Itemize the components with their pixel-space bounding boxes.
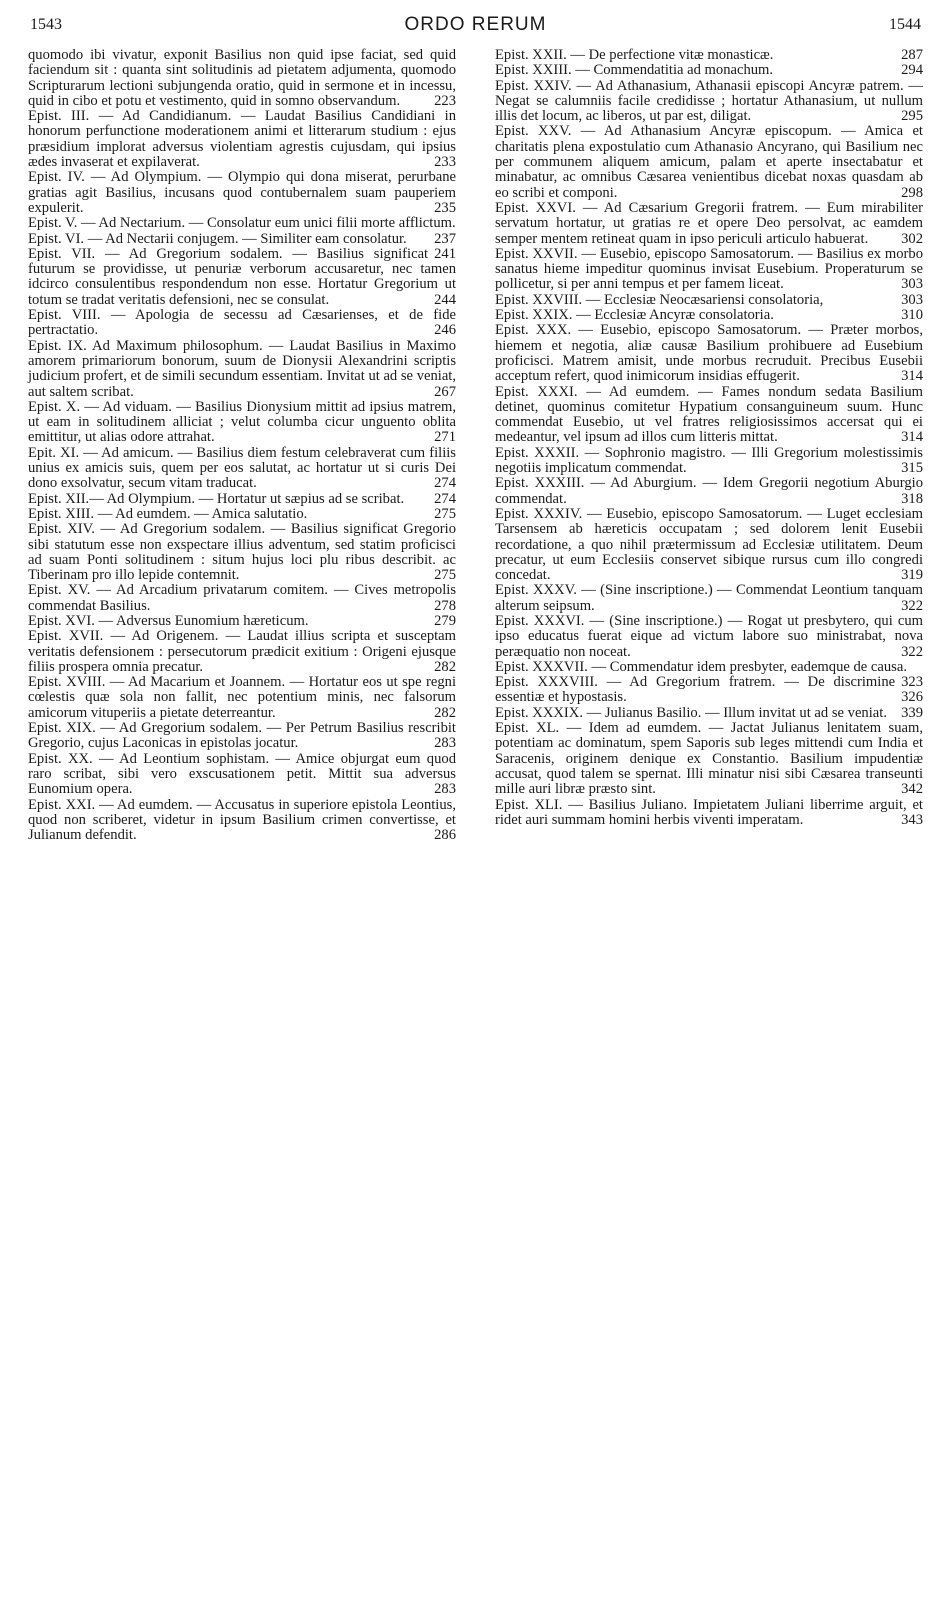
index-entry xyxy=(28,507,456,522)
entry-text: Epist. XXXII. — Sophronio magistro. — Illi Gregorium molestissimis negotiis implicatum commendat. xyxy=(495,444,923,477)
entry-page-number: 342 xyxy=(901,781,923,798)
entry-page-number: 279 xyxy=(434,612,456,629)
entry-text: Epist. XV. — Ad Arcadium privatarum comitem. — Cives metropolis commendat Basilius. xyxy=(28,582,456,614)
index-entry xyxy=(495,507,923,583)
index-entry xyxy=(28,446,456,492)
index-entry xyxy=(28,308,456,339)
index-entry xyxy=(28,675,456,721)
entry-text: Epist. XXI. — Ad eumdem. — Accusatus in superiore epistola Leontius, quod non scriberet, videtur in ipsum Basilium crimen convertisse, et Julianum defendit. xyxy=(28,796,456,844)
entry-text: Epist. XL. — Idem ad eumdem. — Jactat Julianus lenitatem suam, potentiam ac dominatum, spem Saporis sub leges mittendi cum India et Saracenis, originem denique ex Constantio. Basilium impudentiæ accusat, quod talem se spernat. Illi minatur nisi sibi Cæsarea transeunti mille auri libræ præsto sint. xyxy=(495,720,923,798)
entry-page-number: 237 xyxy=(434,230,456,247)
entry-page-number: 286 xyxy=(434,827,456,844)
entry-page-number: 314 xyxy=(901,368,923,385)
entry-text: Epist. XIII. — Ad eumdem. — Amica salutatio. xyxy=(28,505,308,522)
entry-page-number: 310 xyxy=(901,307,923,324)
index-entry xyxy=(495,323,923,384)
right-column xyxy=(495,48,923,828)
entry-text: Epist. XVIII. — Ad Macarium et Joannem. — Hortatur eos ut spe regni cœlestis quæ sola non fallit, nec potentium minis, nec falsorum amicorum vituperiis a pietate deterreantur. xyxy=(28,674,456,721)
entry-text: Epist. XXXVI. — (Sine inscriptione.) — Rogat ut presbytero, qui cum ipso educatus fuerat eique ad victum labore suo ministrabat, nova peræquatio non noceat. xyxy=(495,612,923,660)
entry-page-number: 343 xyxy=(901,811,923,828)
index-entry xyxy=(495,201,923,247)
entry-page-number: 283 xyxy=(434,735,456,752)
entry-text: Epist. III. — Ad Candidianum. — Laudat Basilius Candidiani in honorum perfunctione moderationem animi et litterarum studium : ejus præsidium implorat adversus violentiam agrestis cujusdam, qui ipsius ædes invaserat et expilaverat. xyxy=(28,108,456,171)
index-entry xyxy=(28,48,456,109)
entry-page-number: 295 xyxy=(901,108,923,125)
entry-page-number: 319 xyxy=(901,567,923,584)
entry-page-number: 294 xyxy=(901,62,923,79)
index-entry xyxy=(495,293,923,308)
entry-text: Epist. XIV. — Ad Gregorium sodalem. — Basilius significat Gregorio sibi statutum esse non exspectare illius adventum, sed statim proficisci ad suam Ponti solitudinem : situm hujus loci plu ribus describit. ac Tiberinam pro illo lepide contemnit. xyxy=(28,521,456,584)
entry-text: Epist. XII.— Ad Olympium. — Hortatur ut sæpius ad se scribat. xyxy=(28,490,405,507)
index-entry xyxy=(495,247,923,293)
index-entry xyxy=(28,522,456,583)
entry-page-number: 323 xyxy=(901,674,923,691)
running-title: ORDO RERUM xyxy=(404,14,547,35)
entry-text: Epist. XXV. — Ad Athanasium Ancyræ episcopum. — Amica et charitatis plena expostulatio cum Athanasio Ancyrano, qui Basilium nec per communem aliquem amicum, palam et aperte insectabatur et minabatur, ac omnibus Cæsarea venientibus dicebat noxas quasdam ab eo scribi et componi. xyxy=(495,123,923,201)
index-entry xyxy=(28,247,456,308)
entry-page-number: 326 xyxy=(901,689,923,706)
entry-page-number: 271 xyxy=(434,429,456,446)
index-entry xyxy=(28,721,456,752)
entry-text: Epist. XXVIII. — Ecclesiæ Neocæsariensi consolatoria, xyxy=(495,291,824,308)
entry-text: Epist. XXXIII. — Ad Aburgium. — Idem Gregorii negotium Aburgio commendat. xyxy=(495,475,923,507)
entry-text: Epist. XXX. — Eusebio, episcopo Samosatorum. — Præter morbos, hiemem et negotia, aliæ causæ Basilium prohibuere ad Eusebium proficisci. Matrem amisit, unde morbus recruduit. Precibus Eusebii acceptum refert, quod inimicorum insidias effugerit. xyxy=(495,322,923,385)
index-entry xyxy=(495,124,923,200)
entry-page-number: 318 xyxy=(901,490,923,507)
entry-page-number: 274 xyxy=(434,490,456,507)
entry-text: Epist. XXVII. — Eusebio, episcopo Samosatorum. — Basilius ex morbo sanatus hieme impeditur quominus invisat Eusebium. Properaturum se pollicetur, si per anni tempus et per famem liceat. xyxy=(495,245,923,293)
entry-page-number: 303 xyxy=(901,276,923,293)
entry-text: Epist. X. — Ad viduam. — Basilius Dionysium mittit ad ipsius matrem, ut eam in solitudinem alliciat ; velut columba cicur unguento oblita emittitur, ut alias odore attrahat. xyxy=(28,398,456,446)
entry-text: Epist. XXXVIII. — Ad Gregorium fratrem. — De discrimine essentiæ et hypostasis. xyxy=(495,674,896,706)
left-column xyxy=(28,48,456,843)
entry-text: Epist. XXIII. — Commendatitia ad monachum. xyxy=(495,62,774,79)
entry-page-number: 241 xyxy=(434,245,456,262)
entry-page-number: 339 xyxy=(901,704,923,721)
entry-text: Epist. XXXIX. — Julianus Basilio. — Illum invitat ut ad se veniat. xyxy=(495,704,887,721)
index-entry xyxy=(28,752,456,798)
entry-page-number: 282 xyxy=(434,658,456,675)
entry-text: Epist. XVII. — Ad Origenem. — Laudat illius scripta et susceptam veritatis defensionem : persecutorum prædicit exitium : Origeni ejusque filiis prospera omnia precatur. xyxy=(28,628,456,675)
index-entry xyxy=(28,109,456,170)
entry-text: Epist. XXII. — De perfectione vitæ monasticæ. xyxy=(495,47,774,63)
entry-text: Epist. XXVI. — Ad Cæsarium Gregorii fratrem. — Eum mirabiliter servatum hortatur, ut gratias re et opere Deo persolvat, ac eamdem semper mentem retineat quam in ipso periculi articulo habuerat. xyxy=(495,199,923,247)
entry-page-number: 267 xyxy=(434,383,456,400)
index-entry xyxy=(495,476,923,507)
entry-text: Epist. V. — Ad Nectarium. — Consolatur eum unici filii morte afflictum. xyxy=(28,215,456,232)
entry-text: Epist. XXIX. — Ecclesiæ Ancyræ consolatoria. xyxy=(495,307,774,324)
right-page-number: 1544 xyxy=(889,16,921,33)
entry-page-number: 246 xyxy=(434,322,456,339)
index-entry xyxy=(495,48,923,63)
entry-page-number: 278 xyxy=(434,597,456,614)
index-entry xyxy=(495,446,923,477)
entry-page-number: 235 xyxy=(434,199,456,216)
index-entry xyxy=(28,400,456,446)
entry-page-number: 315 xyxy=(901,460,923,477)
entry-text: Epist. XXXIV. — Eusebio, episcopo Samosatorum. — Luget ecclesiam Tarsensem ab hæreticis occupatam ; sed dolorem lenit Eusebii recordatione, a quo nihil prætermissum ad Ecclesiæ utilitatem. Deum precatur, ut eum Ecclesiis conservet sibique rursus cum illo congredi concedat. xyxy=(495,505,923,584)
index-entry xyxy=(495,614,923,660)
index-entry xyxy=(495,308,923,323)
index-entry xyxy=(495,706,923,721)
entry-text: Epist. VIII. — Apologia de secessu ad Cæsarienses, et de fide pertractatio. xyxy=(28,307,456,339)
entry-page-number: 275 xyxy=(434,567,456,584)
entry-page-number: 244 xyxy=(434,291,456,308)
index-entry xyxy=(495,385,923,446)
entry-page-number: 303 xyxy=(901,291,923,308)
entry-text: Epist. XIX. — Ad Gregorium sodalem. — Per Petrum Basilius rescribit Gregorio, cujus Laconicas in epistolas jocatur. xyxy=(28,720,456,752)
index-entry xyxy=(495,583,923,614)
entry-text: Epist. XX. — Ad Leontium sophistam. — Amice objurgat eum quod raro scribat, sibi vero exscusationem petit. Mittit sua adversus Eunomium opera. xyxy=(28,750,456,798)
index-entry xyxy=(495,721,923,797)
index-entry xyxy=(28,629,456,675)
entry-page-number: 298 xyxy=(901,184,923,201)
entry-text: Epit. XI. — Ad amicum. — Basilius diem festum celebraverat cum filiis unius ex amicis suis, quem per eos salutat, ac hortatur ut si curis Dei dono exsolvatur, secum vitam traducat. xyxy=(28,444,456,492)
entry-page-number: 275 xyxy=(434,505,456,522)
entry-page-number: 233 xyxy=(434,154,456,171)
entry-page-number: 282 xyxy=(434,704,456,721)
entry-text: Epist. VI. — Ad Nectarii conjugem. — Similiter eam consolatur. xyxy=(28,230,407,247)
entry-text: Epist. XVI. — Adversus Eunomium hæreticum. xyxy=(28,612,309,629)
index-entry xyxy=(28,339,456,400)
entry-page-number: 322 xyxy=(901,643,923,660)
entry-page-number: 283 xyxy=(434,781,456,798)
entry-text: Epist. XXIV. — Ad Athanasium, Athanasii episcopi Ancyræ patrem. — Negat se calumniis facile credidisse ; hortatur Athanasium, ut nullum illis det locum, ac liberos, ut par est, diligat. xyxy=(495,77,923,125)
entry-page-number: 287 xyxy=(901,47,923,63)
entry-text: Epist. IX. Ad Maximum philosophum. — Laudat Basilius in Maximo amorem primariorum bonorum, suum de Dionysii Alexandrini scriptis judicium profert, et de simili secundum essentiam. Invitat ut ad se veniat, aut saltem scribat. xyxy=(28,337,456,400)
entry-page-number: 322 xyxy=(901,597,923,614)
index-entry xyxy=(28,798,456,844)
index-entry xyxy=(28,230,456,262)
entry-page-number: 314 xyxy=(901,429,923,446)
index-entry xyxy=(28,614,456,629)
index-entry xyxy=(495,79,923,125)
entry-page-number: 302 xyxy=(901,230,923,247)
entry-text: Epist. XXXI. — Ad eumdem. — Fames nondum sedata Basilium detinet, quominus comitetur Hypatium consanguineum suum. Hunc commendat Eusebio, ut vel fratres religiosissimos accersat qui ei medeantur, vel ipsum ad illos cum litteris mittat. xyxy=(495,383,923,446)
page-header xyxy=(30,16,921,40)
entry-text: quomodo ibi vivatur, exponit Basilius non quid ipse faciat, sed quid faciendum sit : quanta sint solitudinis ad pietatem adjumenta, quomodo Scripturarum lectioni subjungenda oratio, quid in sermone et in incessu, quid in cibo et potu et vestimento, quid in somno observandum. xyxy=(28,47,456,109)
entry-page-number: 274 xyxy=(434,475,456,492)
left-page-number: 1543 xyxy=(30,16,62,33)
entry-text: Epist. IV. — Ad Olympium. — Olympio qui dona miserat, perurbane gratias agit Basilius, incusans quod contubernalem suam pauperiem expulerit. xyxy=(28,169,456,216)
entry-text: Epist. XXXV. — (Sine inscriptione.) — Commendat Leontium tanquam alterum seipsum. xyxy=(495,582,923,614)
entry-text: Epist. XLI. — Basilius Juliano. Impietatem Juliani liberrime arguit, et ridet auri summam homini herbis viventi imperatam. xyxy=(495,796,923,828)
index-entry xyxy=(28,492,456,507)
entry-text: Epist. VII. — Ad Gregorium sodalem. — Basilius significat futurum se providisse, ut penuriæ verborum accusaretur, nec tamen idcirco consulentibus respondendum non esse. Hortatur Gregorium ut totum se tradat veritatis defensioni, nec se consulat. xyxy=(28,245,456,308)
index-entry xyxy=(495,675,923,706)
index-entry xyxy=(495,798,923,829)
entry-text: Epist. XXXVII. — Commendatur idem presbyter, eademque de causa. xyxy=(495,658,907,675)
index-entry xyxy=(495,63,923,78)
entry-page-number: 223 xyxy=(434,92,456,109)
index-entry xyxy=(28,583,456,614)
index-entry xyxy=(28,170,456,216)
